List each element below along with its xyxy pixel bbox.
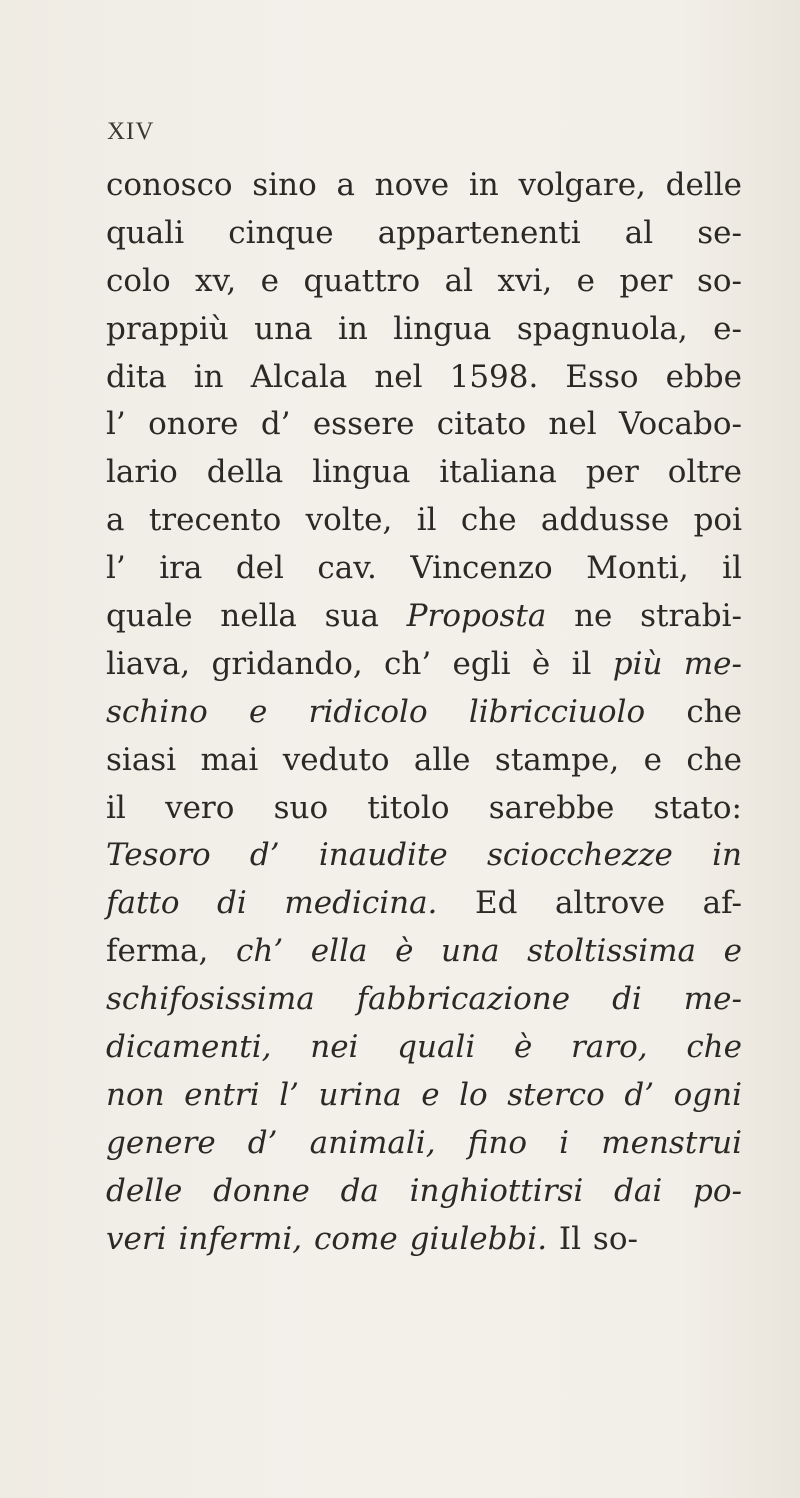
text-line <box>106 401 742 449</box>
italic-text: fatto di medicina. <box>106 885 438 922</box>
text-segment: prappiù una in lingua spagnuola, e- <box>106 310 742 347</box>
text-line <box>106 1168 742 1216</box>
text-line <box>106 832 742 880</box>
text-line <box>106 354 742 402</box>
text-line <box>106 497 742 545</box>
text-segment: colo xv, e quattro al xvi, e per so- <box>106 262 742 299</box>
text-line <box>106 737 742 785</box>
text-line <box>106 976 742 1024</box>
text-segment: ferma, <box>106 933 236 970</box>
italic-text: non entri l’ urina e lo sterco d’ ogni <box>106 1076 742 1113</box>
italic-text: veri infermi, come giulebbi. <box>106 1220 548 1257</box>
text-line <box>106 1120 742 1168</box>
text-segment: quale nella sua <box>106 598 407 635</box>
text-segment: che <box>645 693 742 730</box>
text-segment: il vero suo titolo sarebbe stato: <box>106 789 742 826</box>
text-line <box>106 210 742 258</box>
italic-text: più me- <box>612 645 743 682</box>
text-segment: conosco sino a nove in volgare, delle <box>106 167 742 203</box>
text-line <box>106 1072 742 1120</box>
text-segment: ne strabi- <box>546 598 743 635</box>
text-line <box>106 785 742 833</box>
text-line <box>106 928 742 976</box>
text-line <box>106 258 742 306</box>
page-number: XIV <box>107 118 155 145</box>
text-segment: Il so- <box>547 1220 638 1257</box>
text-segment: dita in Alcala nel 1598. Esso ebbe <box>106 358 742 395</box>
text-segment: l’ ira del cav. Vincenzo Monti, il <box>106 550 742 587</box>
text-line <box>106 689 742 737</box>
text-line <box>106 449 742 497</box>
italic-text: genere d’ animali, fino i menstrui <box>106 1124 742 1161</box>
text-segment: a trecento volte, il che addusse poi <box>106 502 742 539</box>
italic-text: Tesoro d’ inaudite sciocchezze in <box>106 837 742 874</box>
text-line <box>106 306 742 354</box>
text-line <box>106 593 742 641</box>
italic-text: schino e ridicolo libricciuolo <box>106 693 646 730</box>
body-text <box>106 162 742 1263</box>
text-segment: siasi mai veduto alle stampe, e che <box>106 741 742 778</box>
text-line <box>106 1216 742 1264</box>
text-line <box>106 641 742 689</box>
text-segment: Ed altrove af- <box>437 885 742 922</box>
text-segment: quali cinque appartenenti al se- <box>106 214 742 251</box>
text-line <box>106 162 742 210</box>
italic-text: ch’ ella è una stoltissima e <box>236 933 742 970</box>
text-line <box>106 545 742 593</box>
italic-text: delle donne da inghiottirsi dai po- <box>106 1172 742 1209</box>
text-segment: l’ onore d’ essere citato nel Vocabo- <box>106 406 742 443</box>
text-line <box>106 880 742 928</box>
text-segment: lario della lingua italiana per oltre <box>106 454 742 491</box>
italic-text: dicamenti, nei quali è raro, che <box>106 1029 742 1066</box>
italic-text: schifosissima fabbricazione di me- <box>106 981 742 1018</box>
italic-text: Proposta <box>406 598 547 635</box>
text-line <box>106 1024 742 1072</box>
text-segment: liava, gridando, ch’ egli è il <box>106 645 613 682</box>
